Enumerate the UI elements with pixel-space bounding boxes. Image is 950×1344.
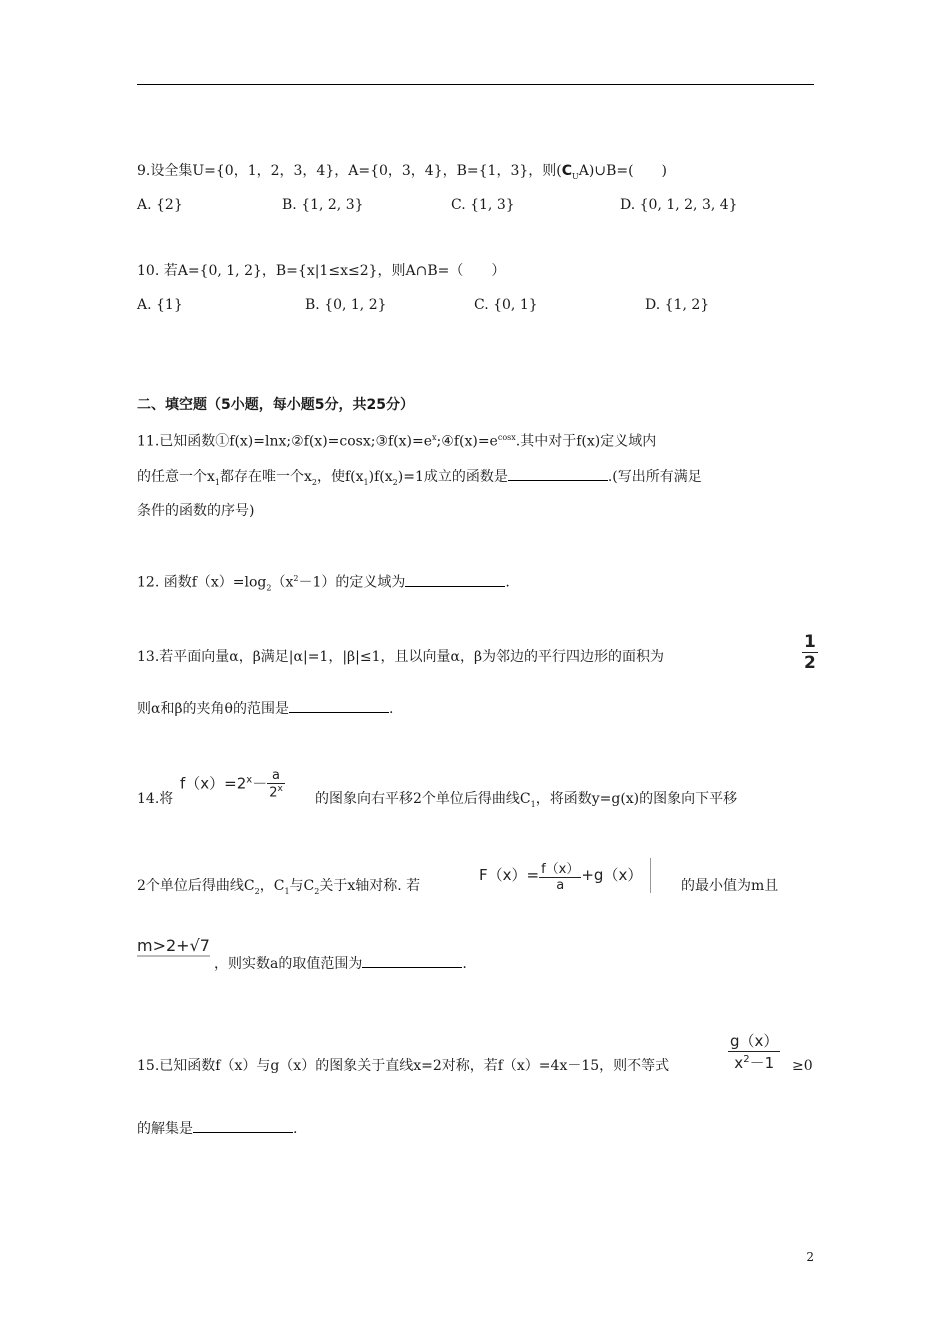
q14-line2-end: 的最小值为m且 bbox=[681, 878, 779, 894]
q14-F-formula: F（x）= $\frac{f(x)}{a}$ +g（x） bbox=[479, 858, 651, 893]
header-rule bbox=[137, 84, 814, 85]
q14-prefix: 14.将 bbox=[137, 791, 174, 807]
section-heading: 二、填空题（5小题，每小题5分，共25分） bbox=[137, 397, 414, 413]
q9-option-c: C. {1, 3} bbox=[451, 197, 515, 213]
q13-fraction: $\frac{1}{2}$ bbox=[804, 632, 816, 673]
q13-line2: 则α和β的夹角θ的范围是 . bbox=[137, 698, 393, 718]
q10-stem: 10. 若A={0, 1, 2}，B={x|1≤x≤2}，则A∩B=（ ） bbox=[137, 263, 506, 279]
answer-blank[interactable] bbox=[362, 953, 462, 968]
complement-symbol: C bbox=[561, 163, 573, 179]
q15-line1: 15.已知函数f（x）与g（x）的图象关于直线x=2对称，若f（x）=4x－15，则不等式 bbox=[137, 1058, 670, 1074]
q10-option-a: A. {1} bbox=[137, 297, 183, 313]
q15-line2: 的解集是 . bbox=[137, 1118, 297, 1138]
q14-condition: m>2+√7 bbox=[137, 936, 210, 955]
q14-line3: ，则实数a的取值范围为 . bbox=[214, 953, 467, 973]
q15-fraction: $\frac{g(x)}{x^2-1}$ bbox=[730, 1032, 779, 1072]
answer-blank[interactable] bbox=[289, 698, 389, 713]
q10-option-b: B. {0, 1, 2} bbox=[305, 297, 387, 313]
answer-blank[interactable] bbox=[405, 572, 505, 587]
q13-line1: 13.若平面向量α，β满足|α|=1，|β|≤1，且以向量α，β为邻边的平行四边形的面积为 bbox=[137, 649, 665, 665]
q10-option-c: C. {0, 1} bbox=[474, 297, 538, 313]
page-number: 2 bbox=[806, 1250, 814, 1264]
q11-line3: 条件的函数的序号) bbox=[137, 503, 255, 519]
q9-option-b: B. {1, 2, 3} bbox=[282, 197, 364, 213]
q9-option-d: D. {0, 1, 2, 3, 4} bbox=[620, 197, 738, 213]
q11-line1: 11.已知函数$①f(x)=\ln x;②f(x)=\cos x;③f(x)=e^x;④f(x)=e^{cosx}$.其中对于f(x)定义域内 bbox=[137, 433, 657, 450]
q10-option-d: D. {1, 2} bbox=[645, 297, 710, 313]
q15-inequality: ≥0 bbox=[792, 1058, 813, 1074]
q9-option-a: A. {2} bbox=[137, 197, 183, 213]
q14-line2: 2个单位后得曲线$C_2$，$C_1$与$C_2$关于x轴对称. 若 bbox=[137, 878, 421, 896]
q12-stem: 12. 函数$f(x)=\log_2(x^2-1)$的定义域为 . bbox=[137, 570, 510, 597]
q14-f-formula: $f(x)=2^x-$ $\frac{a}{2^x}$ bbox=[180, 768, 283, 801]
answer-blank[interactable] bbox=[508, 466, 608, 481]
q11-line2: 的任意一个$x_1$都存在唯一个$x_2$，使$f(x_1)f(x_2)=1$成立的函数是 .(写出所有满足 bbox=[137, 466, 702, 492]
q9-stem: 9.设全集U={0，1，2，3，4}，A={0，3，4}，B={1，3}，则$(C_UA)\cup B=$( ) bbox=[137, 163, 668, 181]
q14-line1: 的图象向右平移2个单位后得曲线$C_1$，将函数y=g(x)的图象向下平移 bbox=[315, 791, 738, 809]
answer-blank[interactable] bbox=[193, 1118, 293, 1133]
